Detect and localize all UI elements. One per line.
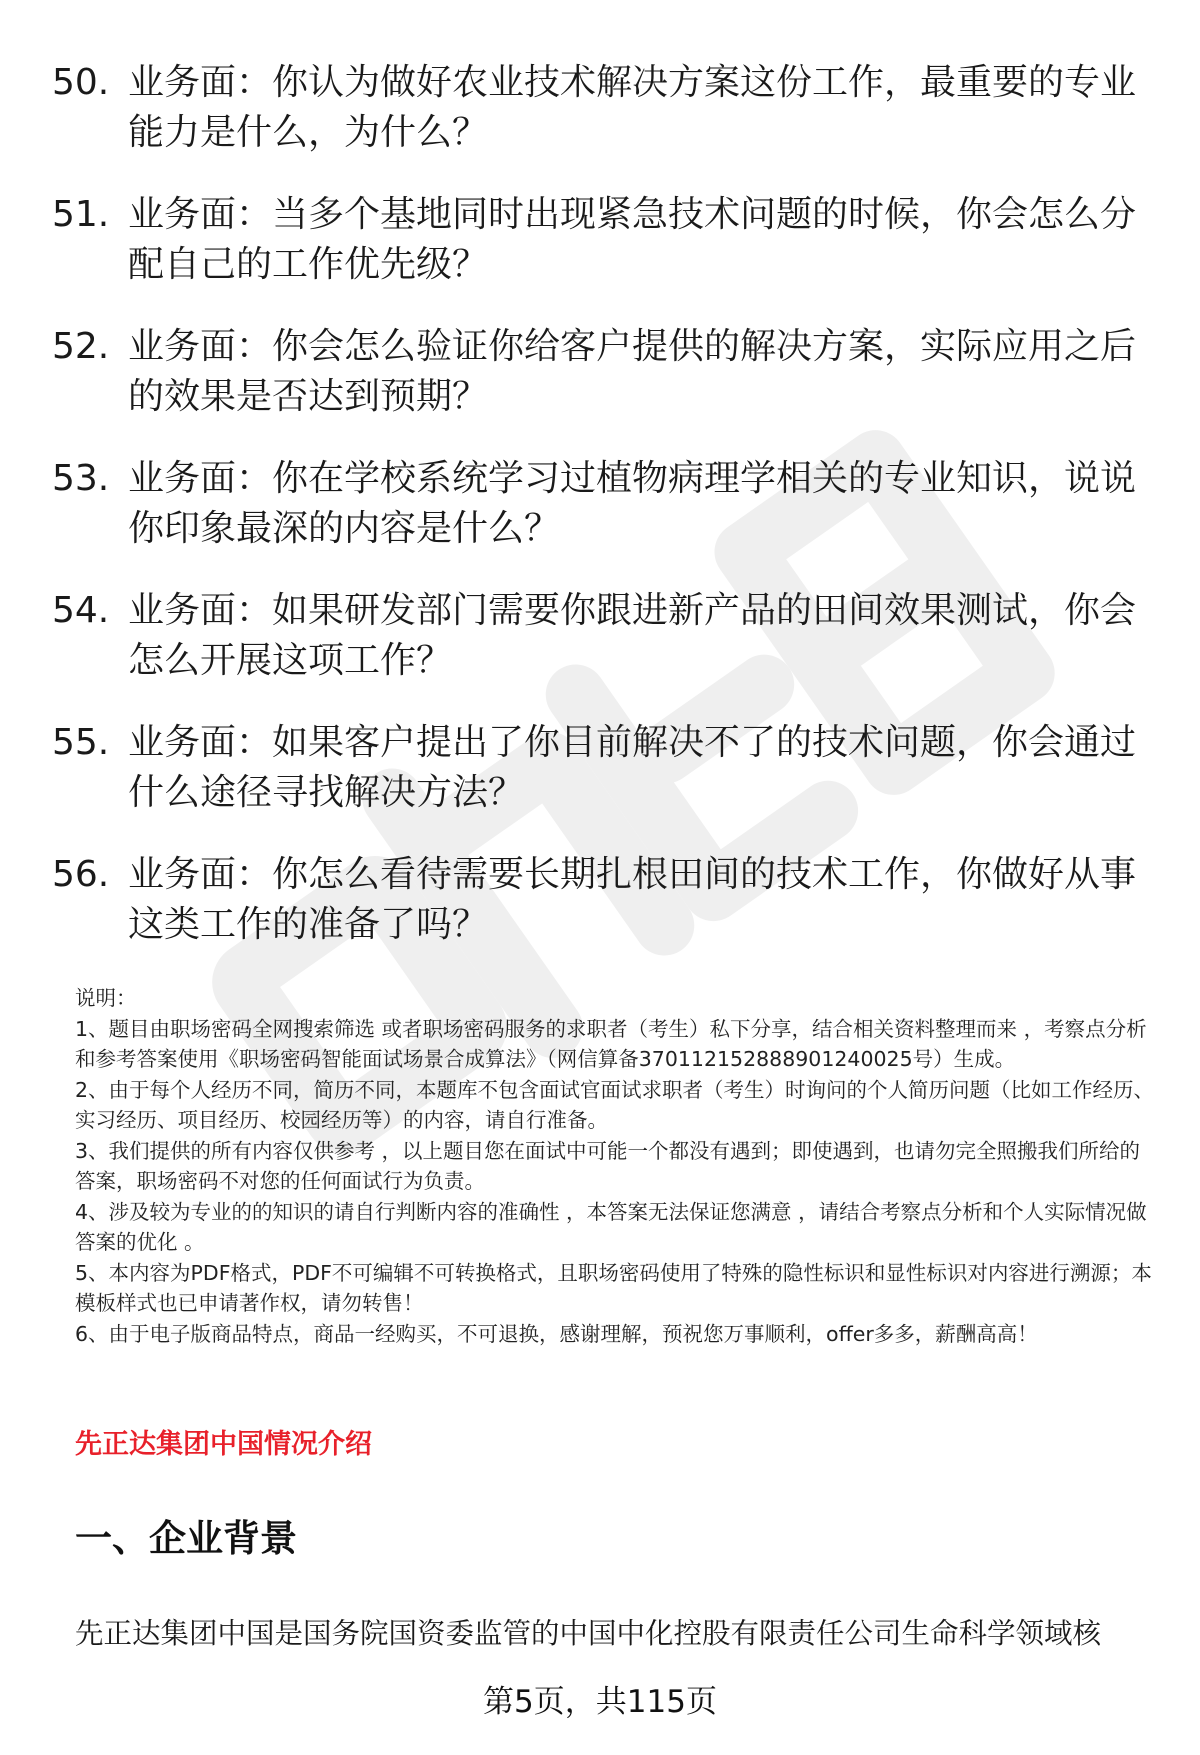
note-item: 1、题目由职场密码全网搜索筛选 或者职场密码服务的求职者（考生）私下分享，结合相关资料整理而来 ，考察点分析和参考答案使用《职场密码智能面试场景合成算法》（网信算备370112152888901240025号）生成。 — [75, 1016, 1147, 1071]
question-number: 55. — [52, 722, 110, 763]
question-item — [52, 850, 1152, 950]
question-text: 业务面：你认为做好农业技术解决方案这份工作，最重要的专业能力是什么，为什么？ — [128, 62, 1137, 153]
question-text: 业务面：你怎么看待需要长期扎根田间的技术工作，你做好从事这类工作的准备了吗？ — [128, 854, 1137, 945]
question-item — [52, 586, 1152, 686]
note-item: 3、我们提供的所有内容仅供参考 ，以上题目您在面试中可能一个都没有遇到；即使遇到，也请勿完全照搬我们所给的答案，职场密码不对您的任何面试行为负责。 — [75, 1138, 1141, 1193]
note-item: 6、由于电子版商品特点，商品一经购买，不可退换，感谢理解，预祝您万事顺利，offer多多，薪酬高高！ — [75, 1321, 1038, 1346]
body-paragraph: 先正达集团中国是国务院国资委监管的中国中化控股有限责任公司生命科学领域核 — [75, 1617, 1102, 1650]
question-number: 50. — [52, 62, 110, 103]
question-text: 业务面：当多个基地同时出现紧急技术问题的时候，你会怎么分配自己的工作优先级？ — [128, 194, 1137, 285]
company-intro-title: 先正达集团中国情况介绍 — [75, 1429, 372, 1460]
question-item — [52, 454, 1152, 554]
question-text: 业务面：你在学校系统学习过植物病理学相关的专业知识，说说你印象最深的内容是什么？ — [128, 458, 1137, 549]
question-text: 业务面：如果研发部门需要你跟进新产品的田间效果测试，你会怎么开展这项工作？ — [128, 590, 1137, 681]
note-item: 2、由于每个人经历不同，简历不同，本题库不包含面试官面试求职者（考生）时询问的个人简历问题（比如工作经历、实习经历、项目经历、校园经历等）的内容，请自行准备。 — [75, 1077, 1155, 1132]
question-text: 业务面：如果客户提出了你目前解决不了的技术问题，你会通过什么途径寻找解决方法？ — [128, 722, 1137, 813]
question-item — [52, 190, 1152, 290]
question-number: 51. — [52, 194, 110, 235]
notes-section — [75, 983, 1155, 1349]
question-number: 56. — [52, 854, 110, 895]
question-number: 53. — [52, 458, 110, 499]
notes-heading: 说明： — [75, 986, 137, 1010]
section-heading: 一、企业背景 — [75, 1517, 297, 1560]
question-list — [52, 58, 1152, 982]
page-number-footer: 第5页，共115页 — [483, 1684, 717, 1720]
question-number: 52. — [52, 326, 110, 367]
question-item — [52, 322, 1152, 422]
question-item — [52, 58, 1152, 158]
note-item: 5、本内容为PDF格式，PDF不可编辑不可转换格式，且职场密码使用了特殊的隐性标识和显性标识对内容进行溯源；本模板样式也已申请著作权，请勿转售！ — [75, 1260, 1152, 1315]
question-number: 54. — [52, 590, 110, 631]
question-item — [52, 718, 1152, 818]
note-item: 4、涉及较为专业的的知识的请自行判断内容的准确性 ，本答案无法保证您满意 ，请结合考察点分析和个人实际情况做答案的优化 。 — [75, 1199, 1147, 1254]
question-text: 业务面：你会怎么验证你给客户提供的解决方案，实际应用之后的效果是否达到预期？ — [128, 326, 1137, 417]
